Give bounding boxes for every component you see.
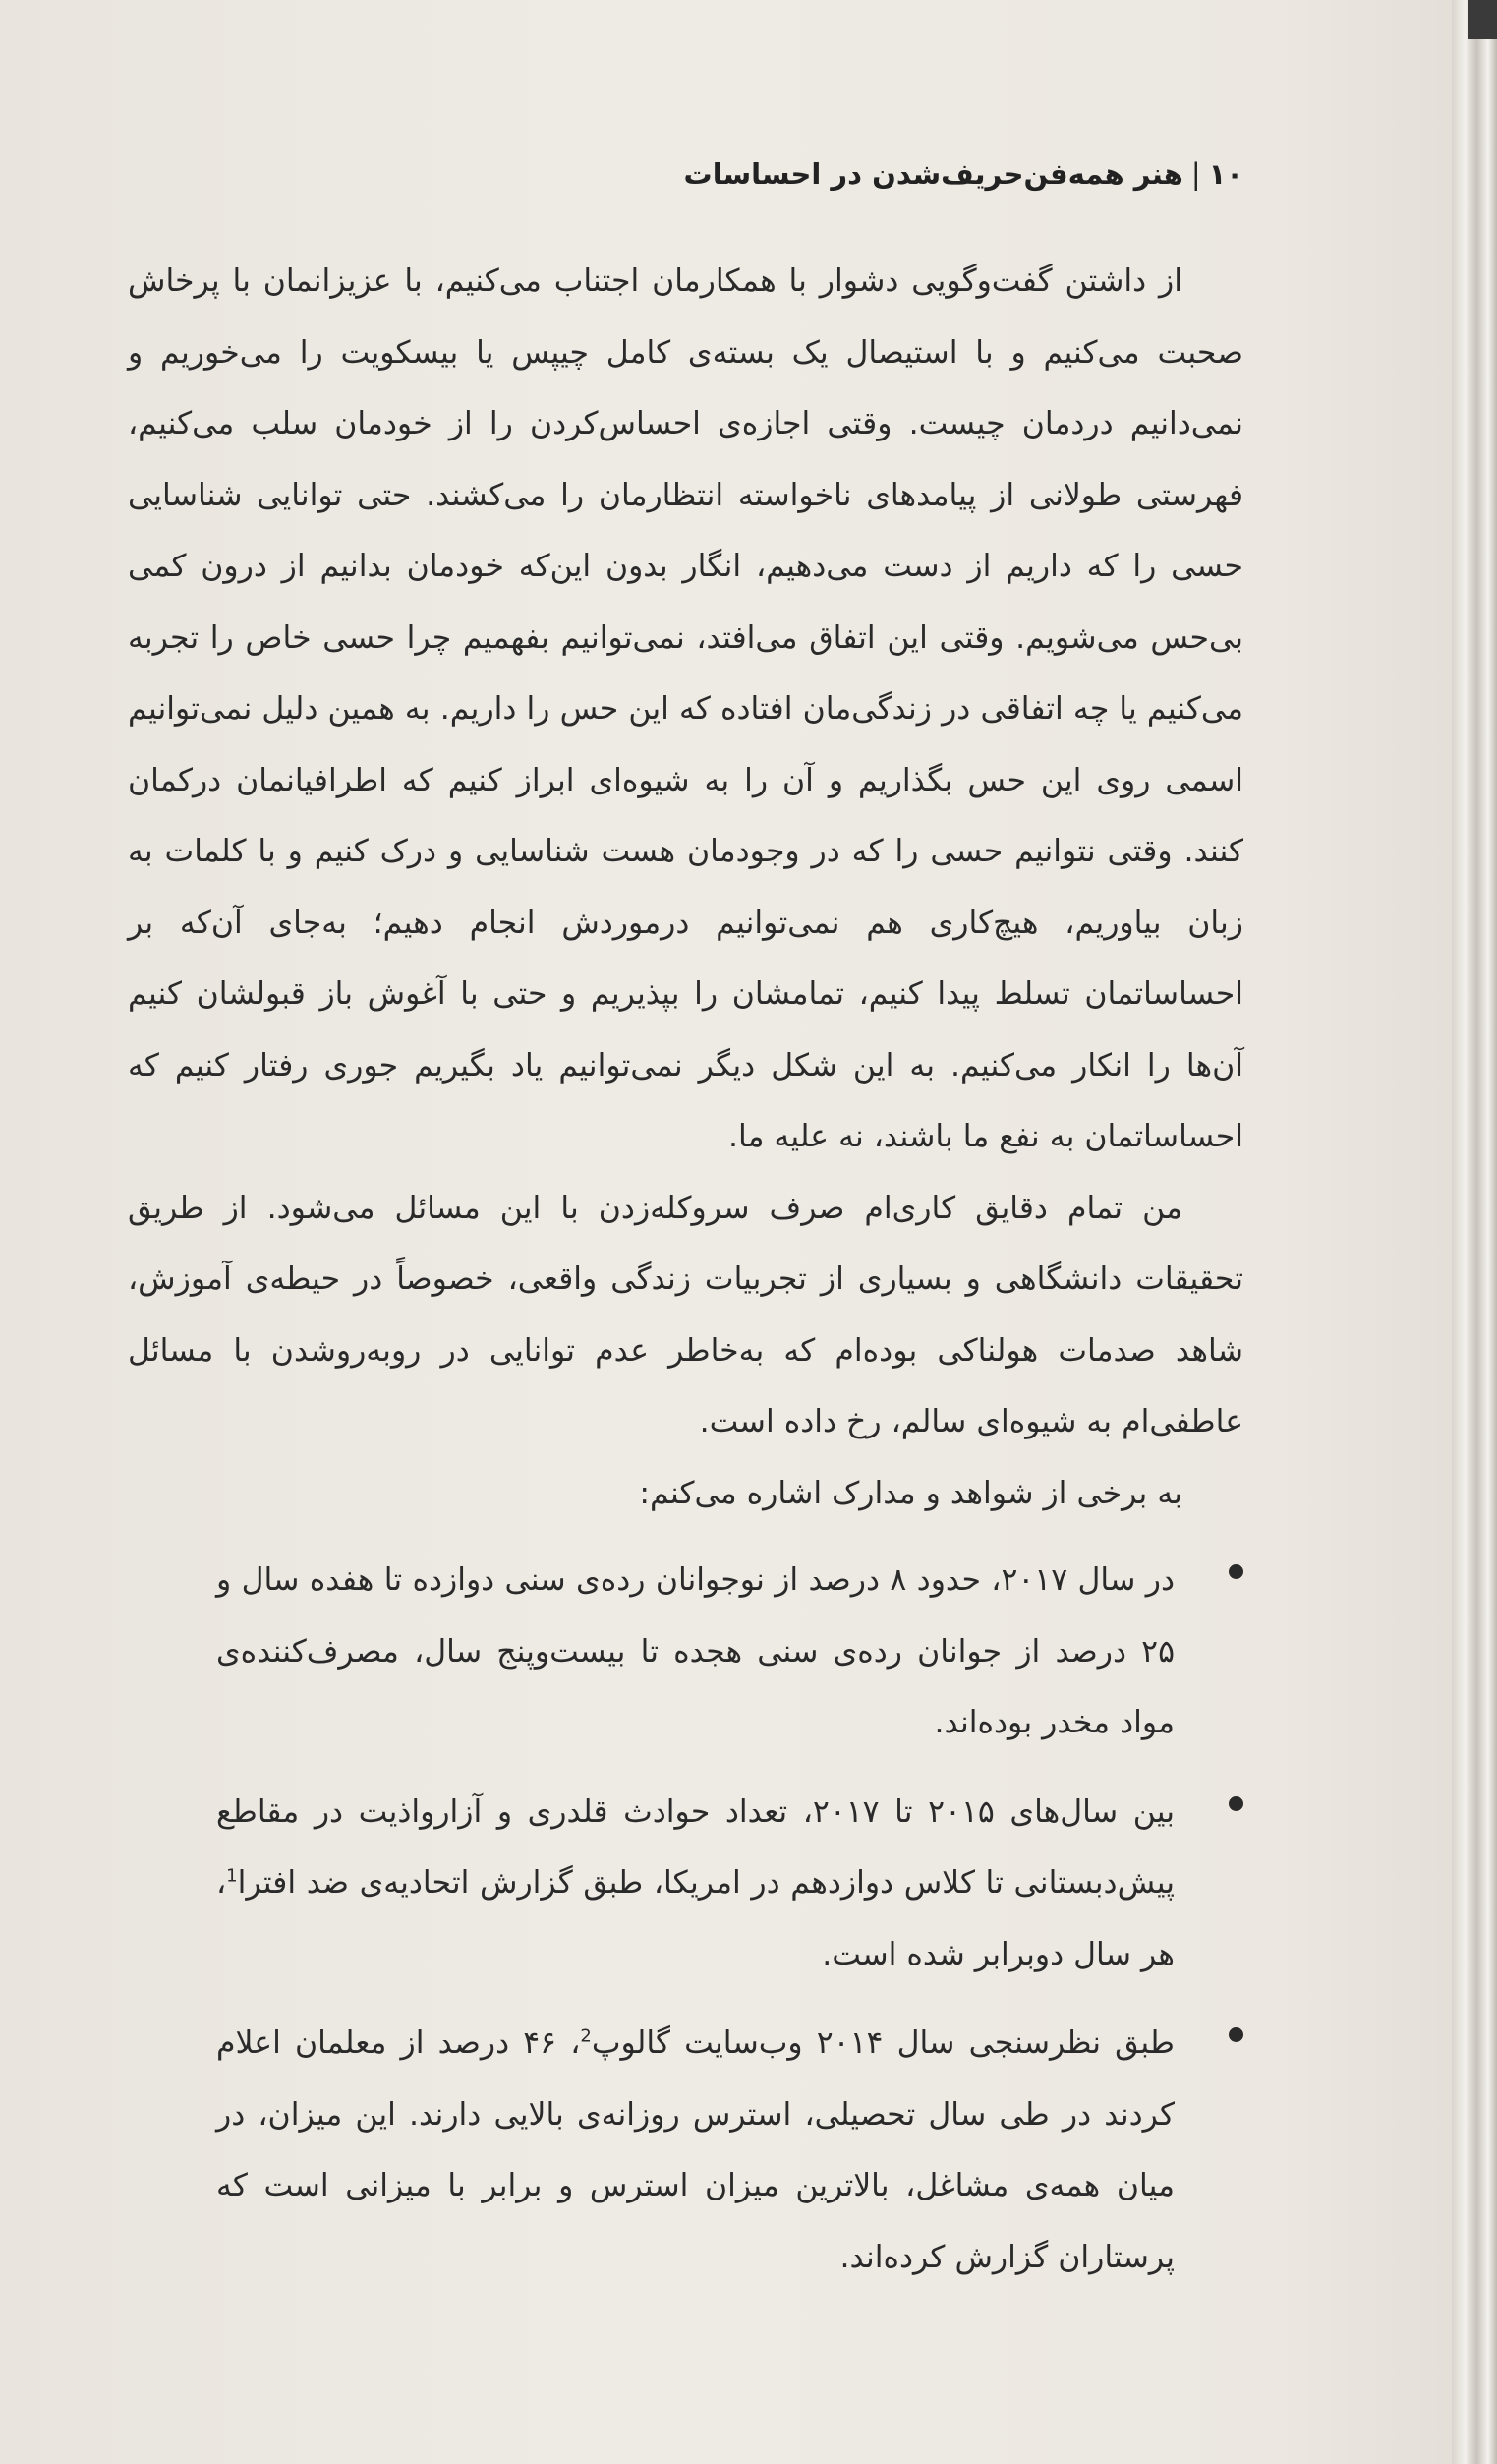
footnote-marker: 1 xyxy=(226,1865,238,1887)
page-body xyxy=(128,246,1243,2311)
bullet-icon xyxy=(1229,2027,1243,2042)
book-title: هنر همه‌فن‌حریف‌شدن در احساسات xyxy=(683,157,1183,191)
page-number: ۱۰ xyxy=(1208,157,1243,191)
running-header xyxy=(457,157,1243,191)
page-corner-shadow xyxy=(1468,0,1497,39)
bullet-text-start: طبق نظرسنجی سال ۲۰۱۴ وب‌سایت گالوپ xyxy=(591,2025,1176,2061)
evidence-lead-in: به برخی از شواهد و مدارک اشاره می‌کنم: xyxy=(639,1475,1182,1511)
list-item xyxy=(216,1545,1175,1759)
bullet-icon xyxy=(1229,1796,1243,1811)
list-item xyxy=(216,1777,1175,1991)
page-edge xyxy=(1452,0,1497,2464)
evidence-list xyxy=(128,1545,1243,2293)
paragraph-1: از داشتن گفت‌وگویی دشوار با همکارمان اجتناب می‌کنیم، با عزیزانمان با پرخاش صحبت می‌کنیم و با استیصال یک بسته‌ی کامل چیپس یا بیسکویت را می‌خوریم و نمی‌دانیم دردمان چیست. وقتی اجازه‌ی احساس‌کردن را از خودمان سلب می‌کنیم، فهرستی طولانی از پیامدهای ناخواسته انتظارمان را می‌کشند. حتی توانایی شناسایی حسی را که داریم از دست می‌دهیم، انگار بدون این‌که خودمان بدانیم از درون کمی بی‌حس می‌شویم. وقتی این اتفاق می‌افتد، نمی‌توانیم بفهمیم چرا حسی خاص را تجربه می‌کنیم یا چه اتفاقی در زندگی‌مان افتاده که این حس را داریم. به همین دلیل نمی‌توانیم اسمی روی این حس بگذاریم و آن را به شیوه‌ای ابراز کنیم که اطرافیانمان درکمان کنند. وقتی نتوانیم حسی را که در وجودمان هست شناسایی و درک کنیم و با کلمات به زبان بیاوریم، هیچ‌کاری هم نمی‌توانیم درموردش انجام دهیم؛ به‌جای آن‌که بر احساساتمان تسلط پیدا کنیم، تمامشان را بپذیریم و حتی با آغوش باز قبولشان کنیم آن‌ها را انکار می‌کنیم. به این شکل دیگر نمی‌توانیم یاد بگیریم جوری رفتار کنیم که احساساتمان به نفع ما باشند، نه علیه ما. xyxy=(128,264,1243,1154)
header-separator: | xyxy=(1190,157,1201,191)
bullet-text-end: ، هر سال دوبرابر شده است. xyxy=(216,1865,1175,1972)
bullet-text: در سال ۲۰۱۷، حدود ۸ درصد از نوجوانان رده‌ی سنی دوازده تا هفده سال و ۲۵ درصد از جوانان رده‌ی سنی هجده تا بیست‌وپنج سال، مصرف‌کننده‌ی مواد مخدر بوده‌اند. xyxy=(216,1562,1175,1740)
bullet-icon xyxy=(1229,1564,1243,1579)
paragraph-2: من تمام دقایق کاری‌ام صرف سروکله‌زدن با این مسائل می‌شود. از طریق تحقیقات دانشگاهی و بسیاری از تجربیات زندگی واقعی، خصوصاً در حیطه‌ی آموزش، شاهد صدمات هولناکی بوده‌ام که به‌خاطر عدم توانایی در روبه‌روشدن با مسائل عاطفی‌ام به شیوه‌ای سالم، رخ داده است. xyxy=(128,1190,1243,1439)
footnote-marker: 2 xyxy=(580,2025,592,2047)
list-item xyxy=(216,2008,1175,2293)
bullet-text-end: ، ۴۶ درصد از معلمان اعلام کردند در طی سال تحصیلی، استرس روزانه‌ی بالایی دارند. این میزان، در میان همه‌ی مشاغل، بالاترین میزان استرس و برابر با میزانی است که پرستاران گزارش کرده‌اند. xyxy=(216,2025,1175,2275)
bullet-text-start: بین سال‌های ۲۰۱۵ تا ۲۰۱۷، تعداد حوادث قلدری و آزارواذیت در مقاطع پیش‌دبستانی تا کلاس دوازدهم در امریکا، طبق گزارش اتحادیه‌ی ضد افترا xyxy=(216,1793,1175,1901)
